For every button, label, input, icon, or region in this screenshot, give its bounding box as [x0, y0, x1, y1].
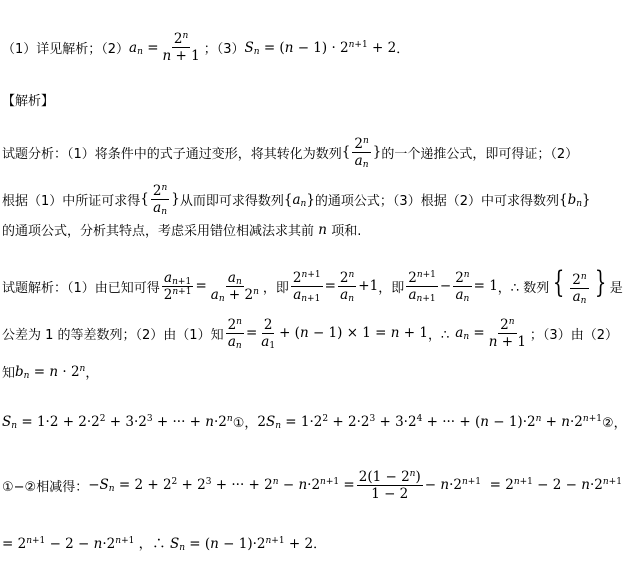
idea-text-2b: 从而即可求得数列	[179, 194, 284, 209]
solution-text-2a: 公差为 1 的等差数列；（2）由（1）知	[2, 328, 224, 343]
solution-text-1c: ，即	[378, 280, 405, 296]
solution-text-2b: ，∴	[427, 328, 450, 343]
solution-text-1b: ，即	[262, 280, 289, 296]
solution-line-1	[2, 265, 623, 306]
formula-sn-sum: $S_n = 1\cdot 2 + 2\cdot 2^2 + 3\cdot 2^3$ + ··· + $n\cdot 2^n$	[2, 413, 233, 431]
solution-line-2	[2, 318, 618, 349]
formula-bn: $b_n = n \cdot 2^n$	[15, 363, 86, 381]
formula-an: $a_n$ =	[129, 39, 159, 57]
solution-text-2c: ；（3）由（2）	[529, 328, 618, 343]
solution-text-3a: 知	[2, 366, 16, 381]
solution-text-5a: ①−②相减得：	[2, 480, 89, 495]
analysis-heading: 【解析】	[2, 94, 55, 109]
idea-text-2a: 根据（1）中所证可求得	[2, 194, 141, 209]
solution-text-1a: 试题解析：（1）由已知可得	[2, 280, 160, 296]
formula-seq-braced: { $\frac{2^n}{a_n}$ }	[553, 265, 606, 306]
solution-text-1e: 是	[609, 280, 623, 296]
fraction-2n-over-n1: $\frac{2^n}{n + 1}$	[162, 31, 200, 64]
final-period: ．	[313, 536, 327, 552]
idea-text-1a: 试题分析：（1）将条件中的式子通过变形，将其转化为数列	[2, 147, 342, 162]
formula-seq-2n-an-2: { $\frac{2^n}{a_n}$ }	[140, 183, 180, 217]
formula-seq-an: $\{a_n\}$	[283, 191, 315, 209]
formula-seq-bn: $\{b_n\}$	[558, 191, 591, 209]
idea-text-3a: 的通项公式，分析其特点，考虑采用错位相减法求其前	[2, 224, 315, 239]
idea-line-1	[2, 137, 578, 168]
formula-arith: $\frac{2^n}{a_n}$ = $\frac{2}{a_1}$ + (n − 1) × 1 = n + 1	[227, 317, 428, 351]
idea-line-2	[2, 184, 591, 215]
formula-n: n	[314, 221, 332, 238]
formula-sn: $S_n = (n - 1) \cdot 2^{n+1} + 2$	[244, 39, 397, 57]
circle-two-text: ②，	[601, 416, 627, 431]
solution-line-3	[2, 362, 98, 381]
solution-line-5	[2, 470, 622, 501]
idea-text-2c: 的通项公式；（3）根据（2）中可求得数列	[314, 194, 559, 209]
formula-diff: $\frac{2^{n+1}}{a_{n+1}}$ − $\frac{2^n}{a_n}$ = 1	[408, 269, 498, 304]
formula-conclusion: = $2^{n+1} - 2 - n\cdot 2^{n+1}$ ，∴ $S_n = (n - 1)\cdot 2^{n+1} + 2$	[2, 536, 314, 553]
answer-part2: ；（3）	[203, 42, 245, 57]
formula-seq-2n-an: { $\frac{2^n}{a_n}$ }	[341, 136, 382, 170]
solution-line-4	[2, 412, 627, 431]
answer-part3: ．	[396, 42, 410, 57]
idea-text-3b: 项和.	[331, 224, 362, 239]
formula-ratio: $\frac{a_{n+1}}{2^{n+1}}$ = $\frac{a_n}{a_n + 2^n}$	[163, 269, 259, 304]
solution-line-6	[2, 532, 326, 552]
solution-text-1d: ，∴ 数列	[497, 280, 550, 296]
circle-one-text: ①，	[232, 416, 258, 431]
formula-subtract: $-S_n = 2 + 2^2 + 2^3$ + ··· + $2^n - n\cdot 2^{n+1}$ = $\frac{2(1 - 2^n)}{1 - 2}$ − $n\cdot 2^{n+1} = 2^{n+1} - 2 - n\cdot 2^{n+1}$	[88, 469, 622, 502]
formula-an-result: $a_n$ = $\frac{2^n}{n + 1}$	[455, 317, 526, 350]
formula-recip: $\frac{2^{n+1}}{a_{n+1}}$ = $\frac{2^n}{a_n}$ +1	[292, 269, 379, 304]
answer-part1: （1）详见解析；（2）	[2, 42, 130, 57]
solution-text-3b: ，	[85, 366, 99, 381]
answer-line	[2, 32, 409, 63]
formula-2sn-sum: $2S_n = 1\cdot 2^2 + 2\cdot 2^3 + 3\cdot 2^4$ + ··· + $(n - 1)\cdot 2^n + n\cdot 2^{n+1}$	[257, 413, 602, 431]
idea-text-1b: 的一个递推公式，即可得证；（2）	[381, 147, 579, 162]
idea-line-3	[2, 220, 361, 239]
